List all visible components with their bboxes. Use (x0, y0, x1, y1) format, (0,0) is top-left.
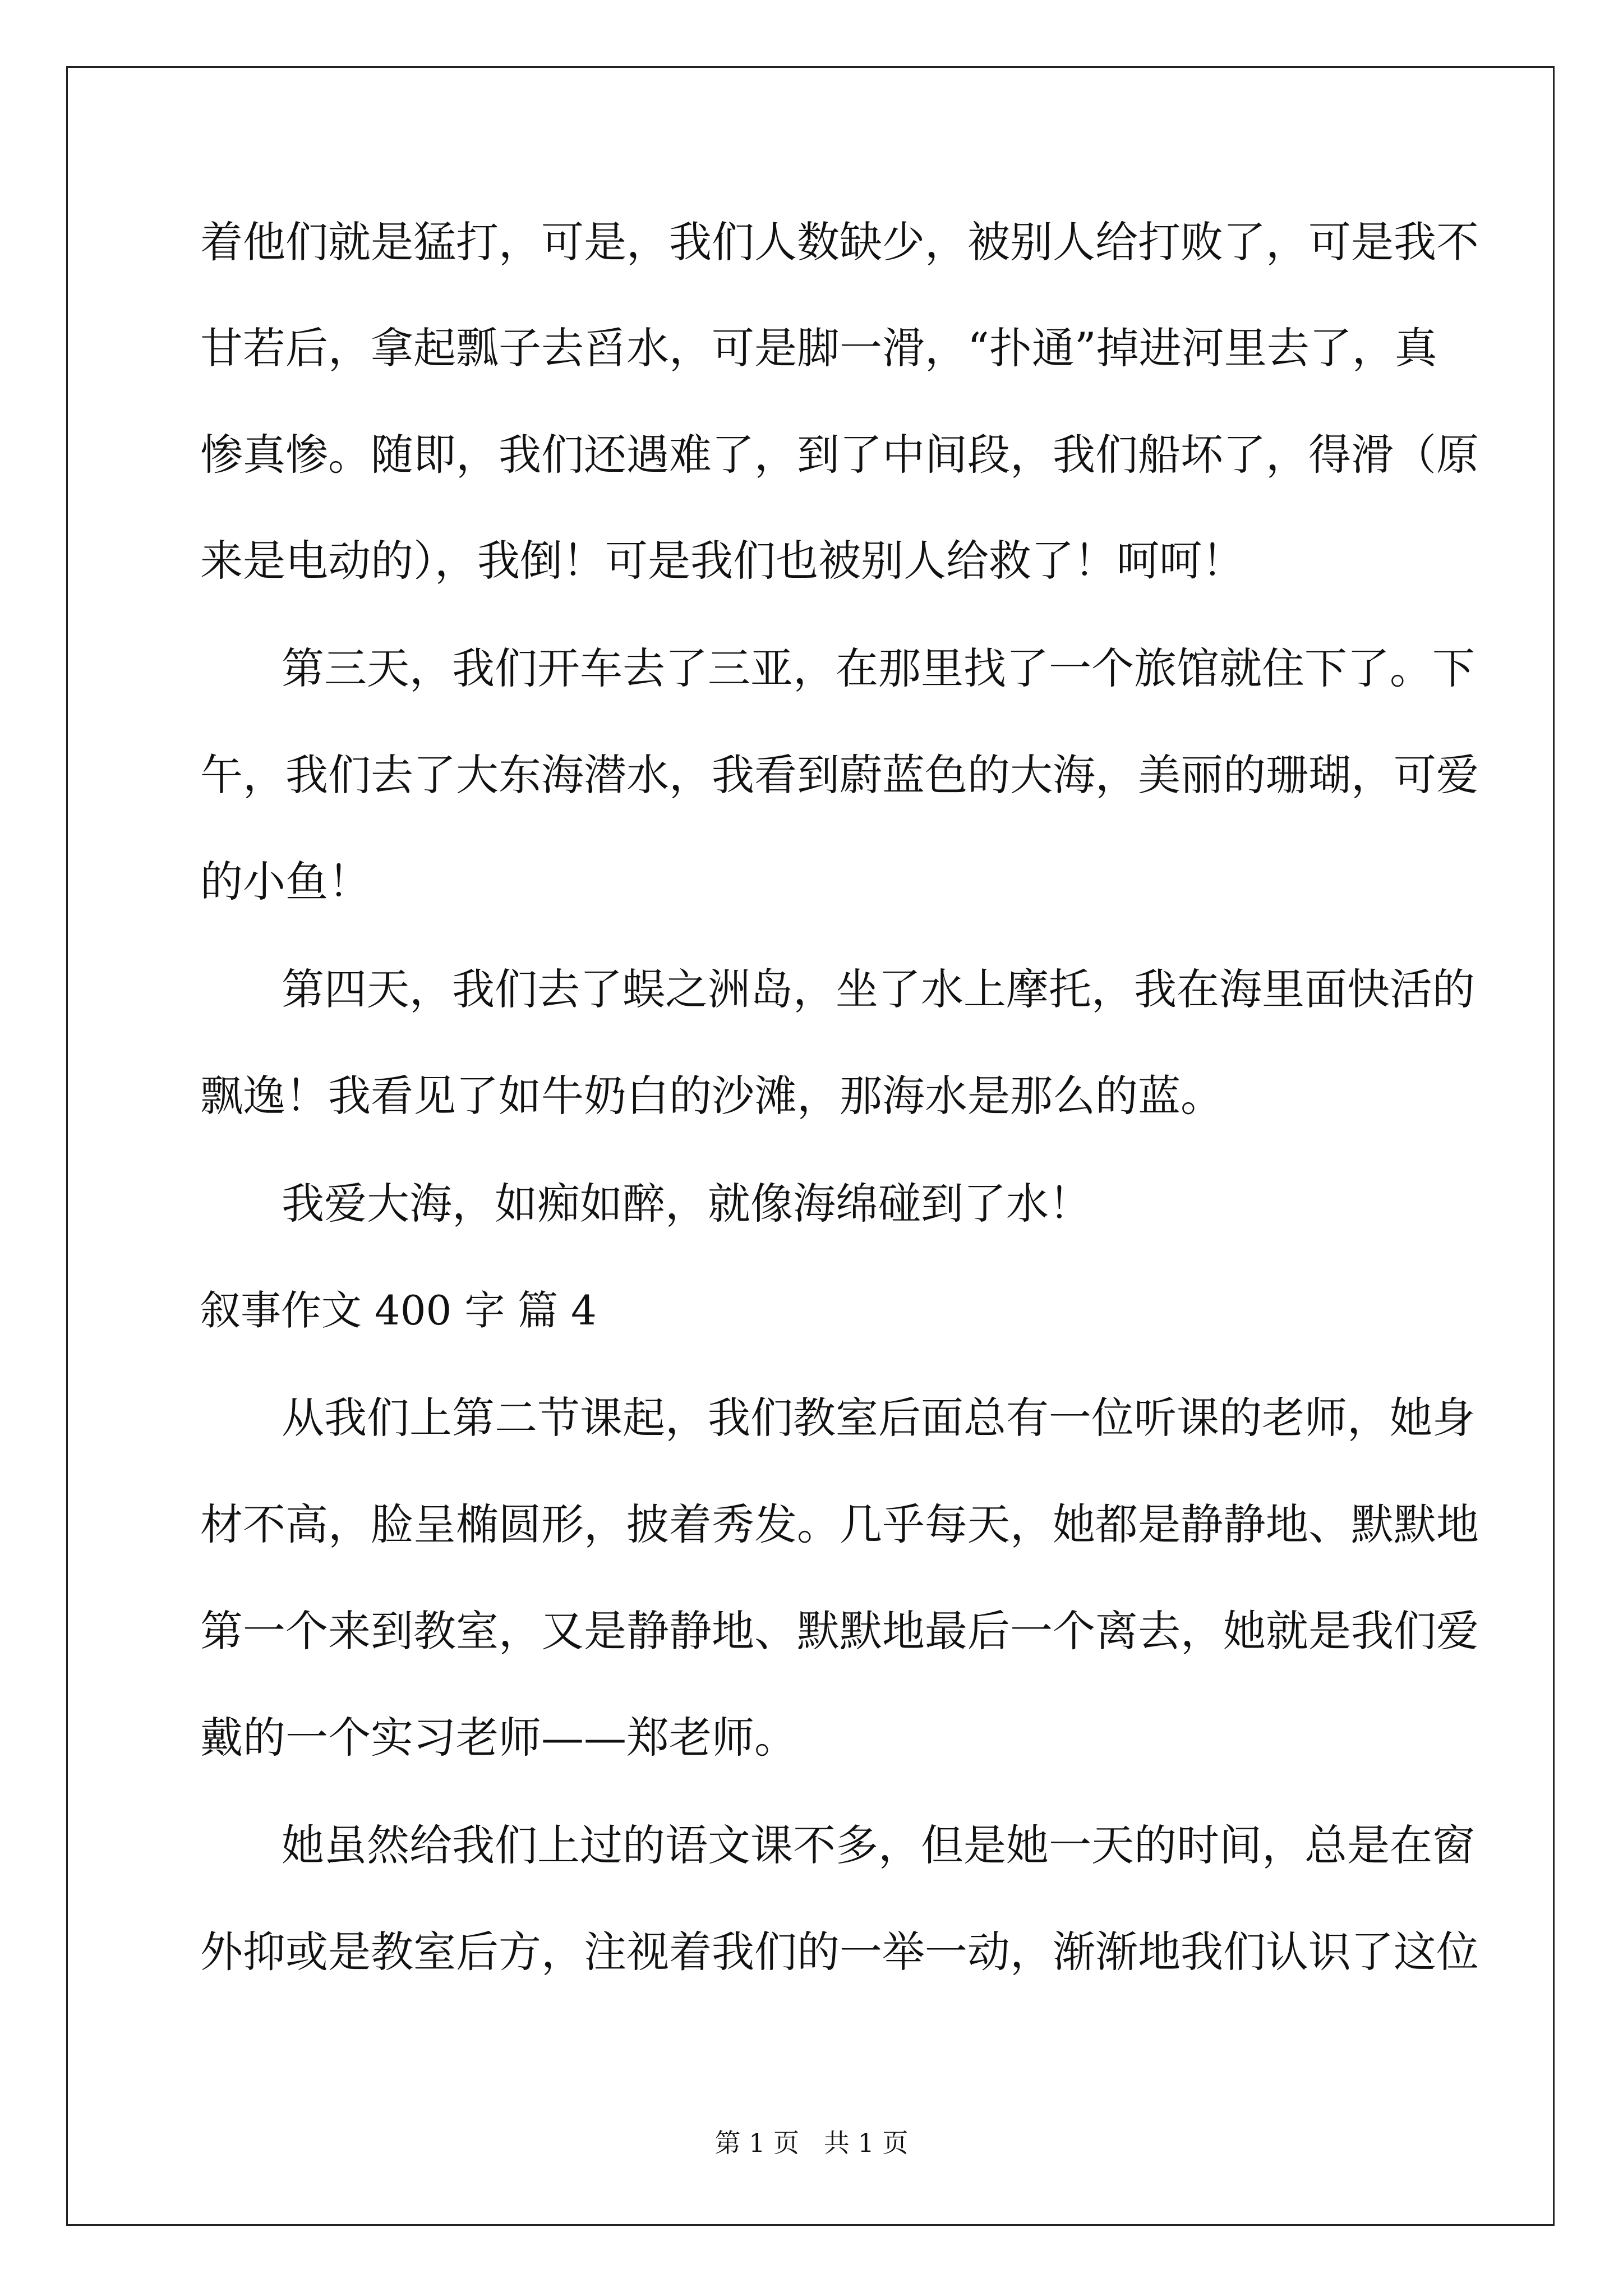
paragraph-day3-line-1: 第三天，我们开车去了三亚，在那里找了一个旅馆就住下了。下 (282, 643, 1475, 693)
paragraph-closing: 我爱大海，如痴如醉，就像海绵碰到了水！ (282, 1179, 1091, 1228)
paragraph-day4-line-1: 第四天，我们去了蜈之洲岛，坐了水上摩托，我在海里面快活的 (282, 964, 1475, 1014)
paragraph-teacher-line-2: 材不高，脸呈椭圆形，披着秀发。几乎每天，她都是静静地、默默地 (200, 1499, 1479, 1549)
section-heading: 叙事作文 400 字 篇 4 (200, 1287, 597, 1334)
page-border (66, 66, 1555, 2226)
text-line-1: 着他们就是猛打，可是，我们人数缺少，被别人给打败了，可是我不 (200, 217, 1479, 267)
paragraph-day3-line-3: 的小鱼！ (200, 857, 371, 907)
paragraph-teacher-line-3: 第一个来到教室，又是静静地、默默地最后一个离去，她就是我们爱 (200, 1606, 1479, 1656)
paragraph-day3-line-2: 午，我们去了大东海潜水，我看到蔚蓝色的大海，美丽的珊瑚，可爱 (200, 750, 1479, 800)
text-line-2: 甘若后，拿起瓢子去舀水，可是脚一滑，“扑通”掉进河里去了，真 (200, 323, 1437, 373)
paragraph-lessons-line-1: 她虽然给我们上过的语文课不多，但是她一天的时间，总是在窗 (282, 1820, 1475, 1870)
text-line-4: 来是电动的），我倒！可是我们也被别人给救了！呵呵！ (200, 536, 1244, 586)
paragraph-lessons-line-2: 外抑或是教室后方，注视着我们的一举一动，渐渐地我们认识了这位 (200, 1927, 1479, 1977)
page-footer: 第 1 页 共 1 页 (714, 2128, 909, 2158)
paragraph-day4-line-2: 飘逸！我看见了如牛奶白的沙滩，那海水是那么的蓝。 (200, 1071, 1223, 1121)
text-line-3: 惨真惨。随即，我们还遇难了，到了中间段，我们船坏了，得滑（原 (200, 430, 1479, 480)
paragraph-teacher-line-1: 从我们上第二节课起，我们教室后面总有一位听课的老师，她身 (282, 1393, 1475, 1443)
paragraph-teacher-line-4: 戴的一个实习老师——郑老师。 (200, 1713, 797, 1763)
